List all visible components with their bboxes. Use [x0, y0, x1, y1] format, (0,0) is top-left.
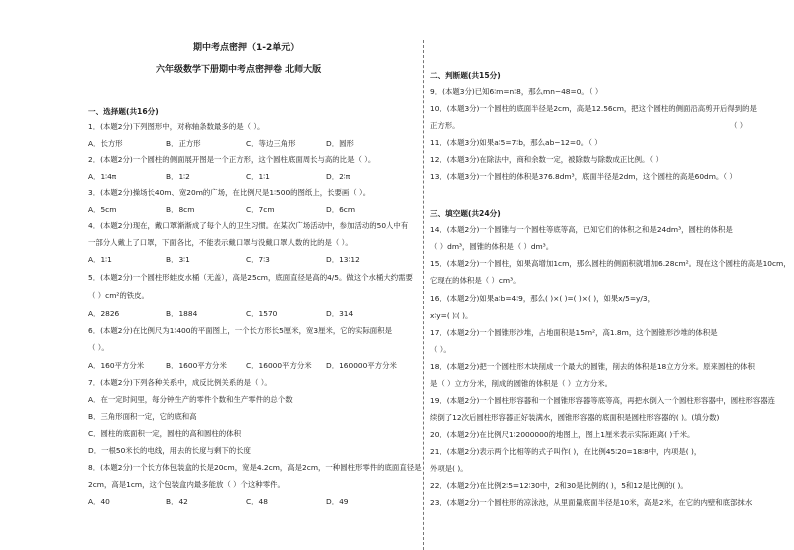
option-c: C．等边三角形 — [246, 139, 296, 148]
question-14-line-1: 14．(本题2分)一个圆锥与一个圆柱等底等高，已知它们的体积之和是24dm³，圆柱的体积是 — [430, 225, 733, 234]
question-3: 3．(本题2分)操场长40m、宽20m的广场，在比例尺是1∶500的图纸上，长要画（ ）。 — [88, 188, 371, 197]
section-fill-heading: 三、填空题(共24分) — [430, 209, 501, 218]
option-d: D．6cm — [326, 205, 356, 214]
option-a: A．5cm — [88, 205, 117, 214]
question-21-line-1: 21．(本题2分)表示两个比相等的式子叫作( )，在比例45∶20=18∶8中，内项是( )， — [430, 447, 702, 456]
option-d: D．160000平方分米 — [326, 361, 397, 370]
question-20: 20．(本题2分)在比例尺1∶2000000的地图上，图上1厘米表示实际距离( )千米。 — [430, 430, 695, 439]
option-d: D．圆形 — [326, 139, 354, 148]
option-a: A．1∶4π — [88, 172, 117, 181]
question-11: 11．(本题3分)如果a∶5=7∶b，那么ab−12=0。（ ） — [430, 138, 602, 147]
question-23: 23．(本题2分)一个圆柱形的凉泳池，从里面量底面半径是10米，高是2米，在它的内壁和底部抹水 — [430, 498, 753, 507]
question-13: 13．(本题3分)一个圆柱的体积是376.8dm³，底面半径是2dm，这个圆柱的高是60dm。（ ） — [430, 172, 737, 181]
question-19-line-2: 续倒了12次后圆柱形容器正好装满水，圆锥形容器的底面积是圆柱形容器的( )。(填分数) — [430, 413, 720, 422]
question-6-line-1: 6．(本题2分)在比例尺为1∶400的平面图上，一个长方形长5厘米，宽3厘米，它的实际面积是 — [88, 326, 392, 335]
section-choice-heading: 一、选择题(共16分) — [88, 107, 159, 116]
option-a: A．1∶1 — [88, 255, 112, 264]
question-7-option-b: B．三角形面积一定，它的底和高 — [88, 412, 197, 421]
question-1: 1．(本题2分)下列图形中，对称轴条数最多的是（ ）。 — [88, 122, 265, 131]
question-22: 22．(本题2分)在比例2∶5=12∶30中，2和30是比例的( )，5和12是比例的( )。 — [430, 481, 688, 490]
option-a: A．2826 — [88, 309, 120, 318]
option-b: B．1∶2 — [166, 172, 190, 181]
question-15-line-2: 它现在的体积是（ ）cm³。 — [430, 276, 521, 285]
option-b: B．3∶1 — [166, 255, 190, 264]
option-b: B．1884 — [166, 309, 198, 318]
option-c: C．1570 — [246, 309, 278, 318]
question-8-line-2: 2cm，高是1cm，这个包装盒内最多能放（ ）个这种零件。 — [88, 480, 285, 489]
question-18-line-2: 是（ ）立方分米，削成的圆锥的体积是（ ）立方分米。 — [430, 379, 613, 388]
question-21-line-2: 外项是( )。 — [430, 464, 468, 473]
question-10-answer: （ ） — [730, 121, 748, 130]
option-d: D．13∶12 — [326, 255, 360, 264]
question-16-line-2: x∶y=( )∶( )。 — [430, 311, 473, 320]
question-5-line-2: （ ）cm²的铁皮。 — [88, 291, 149, 300]
option-c: C．16000平方分米 — [246, 361, 312, 370]
question-18-line-1: 18．(本题2分)把一个圆柱形木块削成一个最大的圆锥，削去的体积是18立方分米。原来圆柱的体积 — [430, 362, 755, 371]
option-b: B．1600平方分米 — [166, 361, 227, 370]
option-d: D．2∶π — [326, 172, 351, 181]
option-c: C．1∶1 — [246, 172, 270, 181]
question-7-option-d: D．一根50米长的电线，用去的长度与剩下的长度 — [88, 446, 251, 455]
question-17-line-1: 17．(本题2分)一个圆锥形沙堆，占地面积是15m²，高1.8m，这个圆锥形沙堆的体积是 — [430, 328, 718, 337]
option-c: C．48 — [246, 497, 268, 506]
column-divider — [423, 40, 424, 550]
option-c: C．7∶3 — [246, 255, 270, 264]
page-title: 期中考点密押（1-2单元） — [193, 43, 300, 53]
option-a: A．40 — [88, 497, 110, 506]
question-5-line-1: 5．(本题2分)一个圆柱形蛙皮水桶（无盖），高是25cm，底面直径是高的4/5。做这个水桶大约需要 — [88, 273, 413, 282]
question-8-line-1: 8．(本题2分)一个长方体包装盒的长是20cm，宽是4.2cm，高是2cm，一种圆柱形零件的底面直径是 — [88, 463, 422, 472]
question-4-line-1: 4．(本题2分)现在，戴口罩渐渐成了每个人的卫生习惯。在某次广场活动中，参加活动的50人中有 — [88, 221, 409, 230]
question-6-line-2: （ ）。 — [88, 343, 109, 352]
question-15-line-1: 15．(本题2分)一个圆柱，如果高增加1cm，那么圆柱的侧面积就增加6.28cm²。现在这个圆柱的高是10cm， — [430, 259, 791, 268]
question-19-line-1: 19．(本题2分)一个圆柱形容器和一个圆锥形容器等底等高，再把水倒入一个圆柱形容器中，圆柱形容器连 — [430, 396, 776, 405]
question-7-option-a: A．在一定时间里，每分钟生产的零件个数和生产零件的总个数 — [88, 395, 293, 404]
option-a: A．长方形 — [88, 139, 123, 148]
option-a: A．160平方分米 — [88, 361, 145, 370]
question-12: 12．(本题3分)在除法中，商和余数一定，被除数与除数成正比例。（ ） — [430, 155, 663, 164]
question-9: 9．(本题3分)已知6∶m=n∶8，那么mn−48=0。（ ） — [430, 87, 603, 96]
question-2: 2．(本题2分)一个圆柱的侧面展开图是一个正方形，这个圆柱底面周长与高的比是（ ）。 — [88, 155, 376, 164]
question-10-line-2: 正方形。 — [430, 121, 460, 130]
option-d: D．314 — [326, 309, 354, 318]
question-10-line-1: 10．(本题3分)一个圆柱的底面半径是2cm，高是12.56cm，把这个圆柱的侧面沿高剪开后得到的是 — [430, 104, 757, 113]
question-14-line-2: （ ）dm³，圆锥的体积是（ ）dm³。 — [430, 242, 554, 251]
question-7-option-c: C．圆柱的底面积一定，圆柱的高和圆柱的体积 — [88, 429, 241, 438]
section-judge-heading: 二、判断题(共15分) — [430, 71, 501, 80]
option-b: B．42 — [166, 497, 188, 506]
question-4-line-2: 一部分人戴上了口罩，下面各比，不能表示戴口罩与没戴口罩人数的比的是（ ）。 — [88, 238, 353, 247]
question-16-line-1: 16．(本题2分)如果a∶b=4∶9，那么( )×( )=( )×( )，如果x/5=y/3， — [430, 294, 655, 303]
option-c: C．7cm — [246, 205, 275, 214]
option-b: B．8cm — [166, 205, 195, 214]
option-d: D．49 — [326, 497, 349, 506]
question-7: 7．(本题2分)下列各种关系中，成反比例关系的是（ ）。 — [88, 378, 272, 387]
option-b: B．正方形 — [166, 139, 201, 148]
page-subtitle: 六年级数学下册期中考点密押卷 北师大版 — [156, 65, 322, 75]
question-17-line-2: （ ）。 — [430, 345, 451, 354]
